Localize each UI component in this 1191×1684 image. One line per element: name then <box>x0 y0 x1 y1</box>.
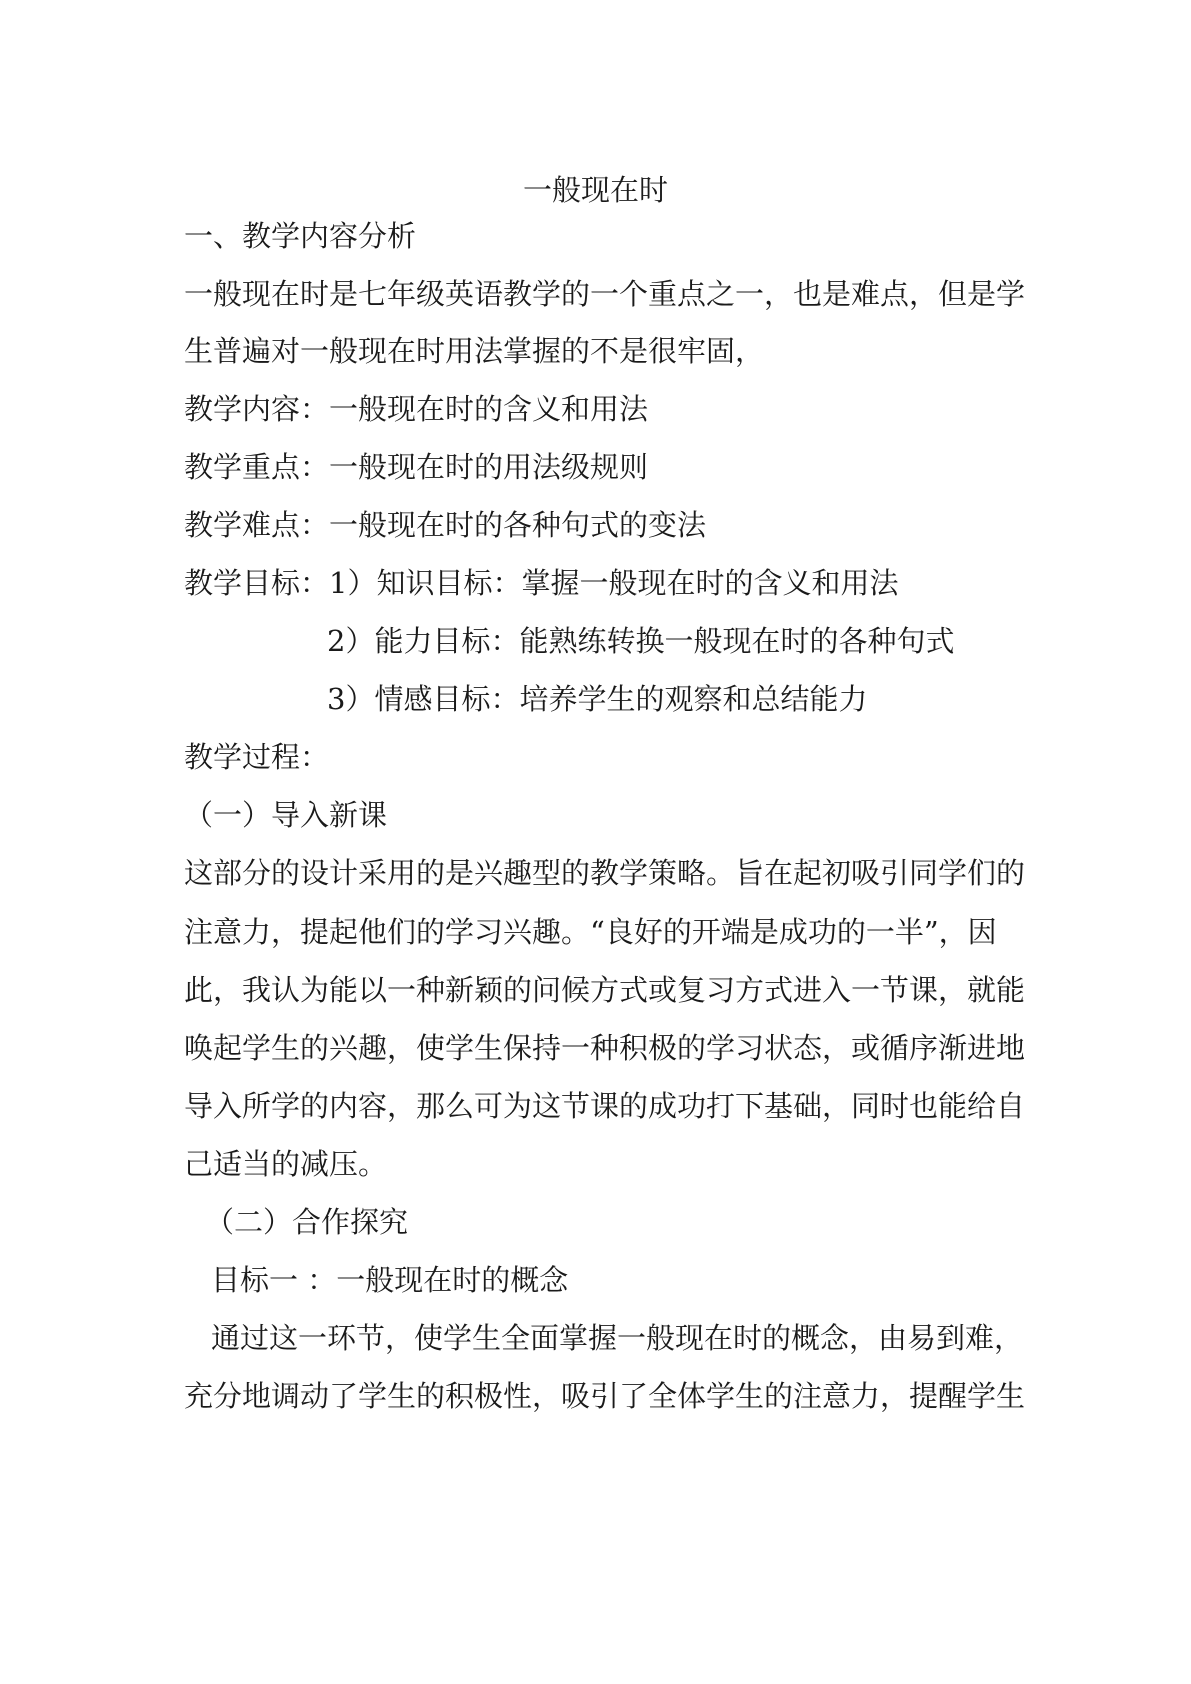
subsection-heading: （一）导入新课 <box>184 798 388 832</box>
document-title: 一般现在时 <box>522 173 668 207</box>
paragraph-line: 己适当的减压。 <box>184 1147 388 1181</box>
teaching-content-line: 教学内容：一般现在时的含义和用法 <box>184 392 649 426</box>
teaching-focus-line: 教学重点：一般现在时的用法级规则 <box>184 450 649 484</box>
teaching-difficulty-line: 教学难点：一般现在时的各种句式的变法 <box>184 508 707 542</box>
subsection-heading: （二）合作探究 <box>205 1205 409 1239</box>
paragraph-line: 导入所学的内容，那么可为这节课的成功打下基础，同时也能给自 <box>184 1089 1026 1123</box>
paragraph-line: 这部分的设计采用的是兴趣型的教学策略。旨在起初吸引同学们的 <box>184 856 1026 890</box>
section-heading: 教学过程： <box>184 740 330 774</box>
paragraph-line: 一般现在时是七年级英语教学的一个重点之一，也是难点，但是学 <box>184 277 1026 311</box>
paragraph-line: 注意力，提起他们的学习兴趣。“良好的开端是成功的一半”，因 <box>184 915 997 949</box>
teaching-goal-line: 2）能力目标：能熟练转换一般现在时的各种句式 <box>327 624 955 658</box>
paragraph-line: 充分地调动了学生的积极性，吸引了全体学生的注意力，提醒学生 <box>184 1379 1026 1413</box>
paragraph-line: 此，我认为能以一种新颖的问候方式或复习方式进入一节课，就能 <box>184 973 1026 1007</box>
paragraph-line: 通过这一环节，使学生全面掌握一般现在时的概念，由易到难， <box>211 1321 1024 1355</box>
teaching-goal-line: 教学目标：1）知识目标：掌握一般现在时的含义和用法 <box>184 566 899 600</box>
paragraph-line: 唤起学生的兴趣，使学生保持一种积极的学习状态，或循序渐进地 <box>184 1031 1026 1065</box>
section-heading: 一、教学内容分析 <box>184 219 417 253</box>
paragraph-line: 生普遍对一般现在时用法掌握的不是很牢固， <box>184 334 765 368</box>
teaching-goal-line: 3）情感目标：培养学生的观察和总结能力 <box>327 682 868 716</box>
goal-heading: 目标一 ：一般现在时的概念 <box>211 1263 569 1297</box>
